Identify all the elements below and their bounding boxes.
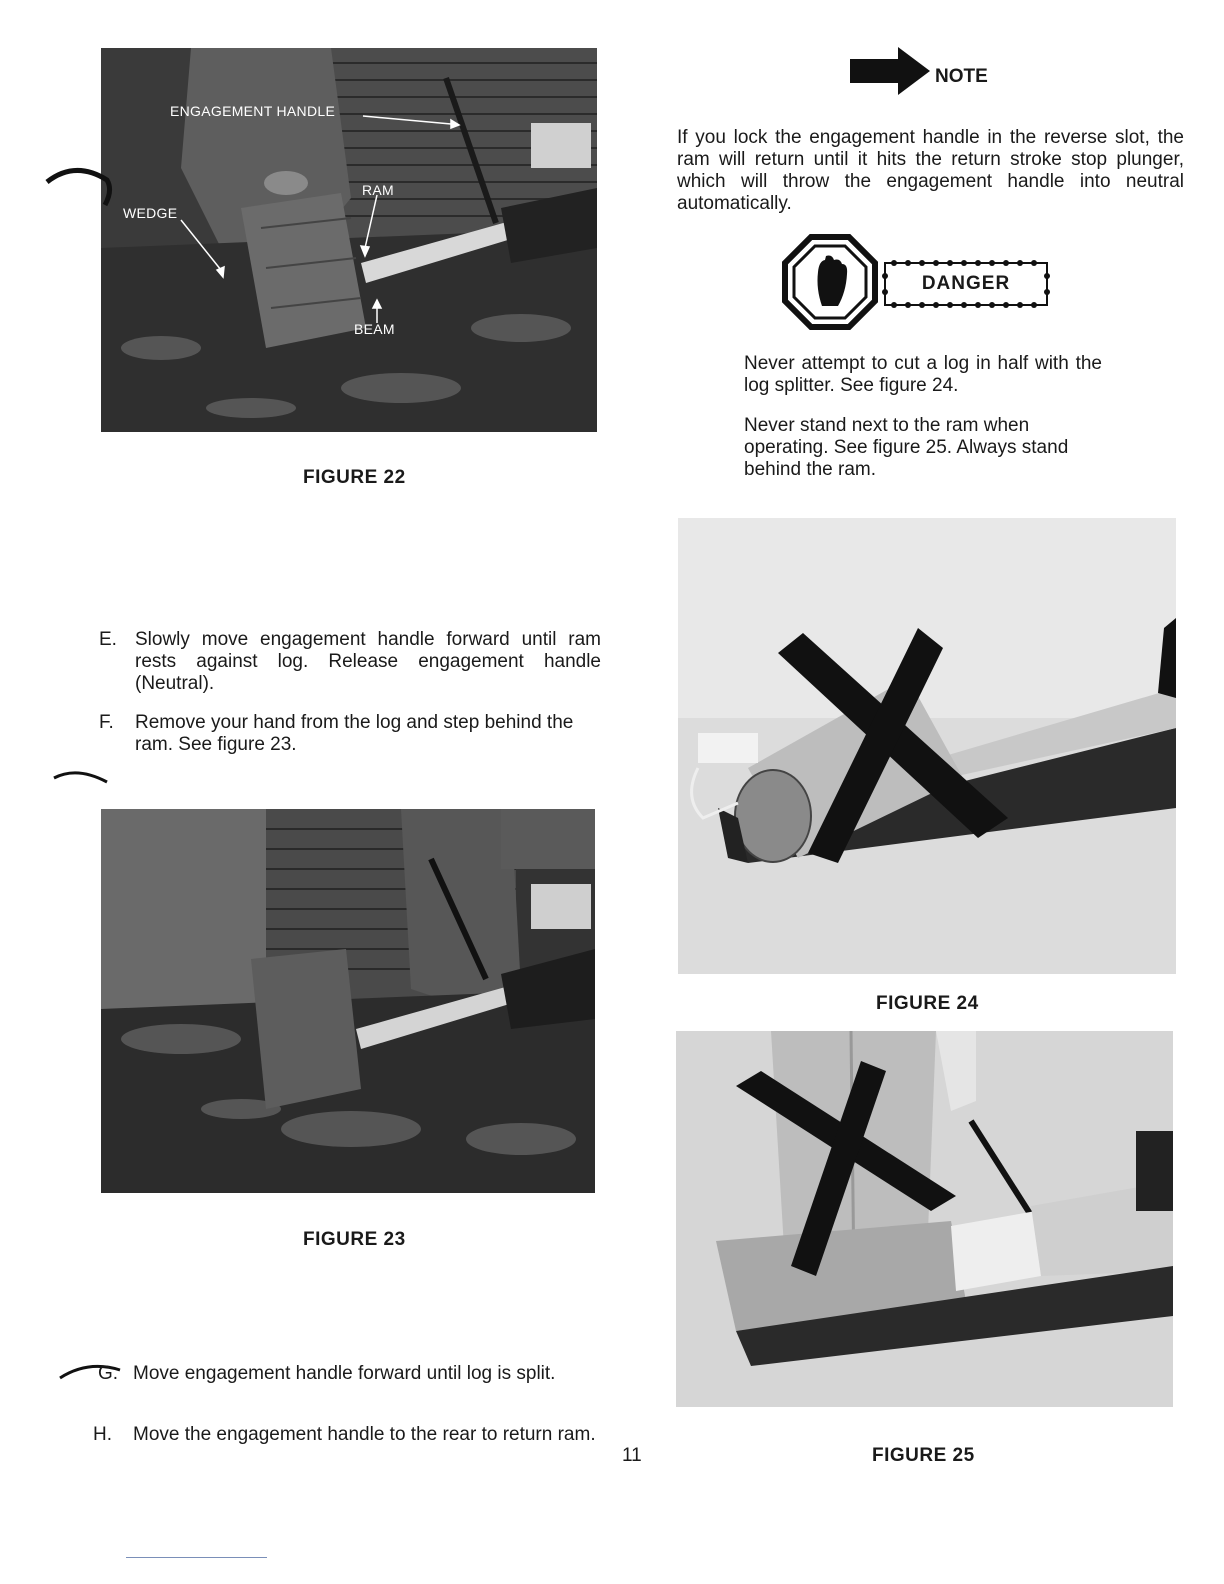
figure-25-caption: FIGURE 25 — [872, 1445, 975, 1466]
stop-hand-icon — [782, 234, 878, 330]
step-marker: G. — [98, 1363, 119, 1384]
note-text: If you lock the engagement handle in the reverse slot, the ram will return until it hits the return stroke stop plunger, which will throw the engagement handle into neutral automatically. — [677, 127, 1184, 214]
figure-25-photo — [676, 1031, 1173, 1407]
figure-24-photo — [678, 518, 1176, 974]
step-marker: E. — [99, 629, 117, 650]
arrow-icon — [848, 45, 932, 97]
note-title: NOTE — [935, 66, 988, 87]
margin-mark-1 — [45, 160, 115, 220]
step-text: Move engagement handle forward until log is split. — [133, 1363, 556, 1384]
step-marker: H. — [93, 1424, 112, 1445]
danger-paragraph-1: Never attempt to cut a log in half with the log splitter. See figure 24. — [744, 353, 1102, 396]
figure-22-caption: FIGURE 22 — [303, 467, 406, 488]
bottom-rule — [126, 1557, 267, 1558]
figure-24-caption: FIGURE 24 — [876, 993, 979, 1014]
step-marker: F. — [99, 712, 114, 733]
figure-23-caption: FIGURE 23 — [303, 1229, 406, 1250]
ram-label: RAM — [362, 182, 395, 198]
engagement-handle-label: ENGAGEMENT HANDLE — [170, 103, 336, 119]
margin-mark-2 — [52, 764, 112, 788]
step-text: Move the engagement handle to the rear to return ram. — [133, 1424, 596, 1445]
step-text: Slowly move engagement handle forward until ram rests against log. Release engagement handle (Neutral). — [135, 629, 601, 694]
danger-paragraph-2: Never stand next to the ram when operating. See figure 25. Always stand behind the ram. — [744, 415, 1069, 480]
beam-label: BEAM — [354, 321, 395, 337]
danger-title: DANGER — [921, 273, 1011, 294]
figure-23-photo — [101, 809, 595, 1193]
step-text: Remove your hand from the log and step behind the ram. See figure 23. — [135, 712, 574, 755]
page-number: 11 — [622, 1445, 642, 1466]
figure-22-photo — [101, 48, 597, 432]
wedge-label: WEDGE — [123, 205, 178, 221]
